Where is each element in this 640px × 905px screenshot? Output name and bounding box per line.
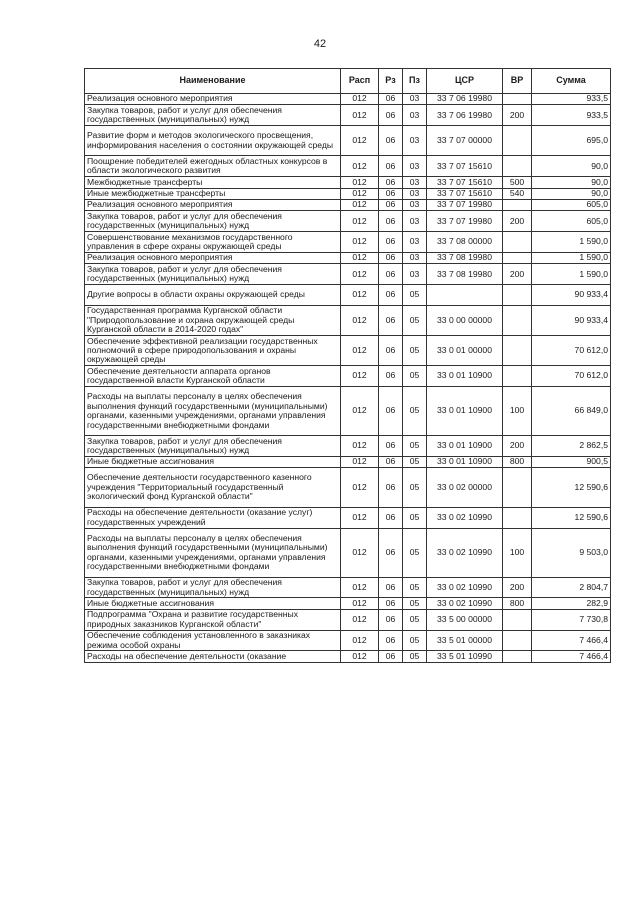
row-rasp: 012 <box>341 126 379 156</box>
table-header-row <box>85 69 611 94</box>
row-sum: 933,5 <box>532 105 611 126</box>
header-rasp: Расп <box>341 69 379 94</box>
row-csr: 33 5 01 00000 <box>427 630 503 651</box>
row-rasp: 012 <box>341 199 379 210</box>
row-rasp: 012 <box>341 336 379 366</box>
row-name: Закупка товаров, работ и услуг для обеспечения государственных (муниципальных) нужд <box>85 436 341 457</box>
row-name: Другие вопросы в области охраны окружающей среды <box>85 285 341 306</box>
row-vr <box>503 507 532 528</box>
row-pz: 05 <box>403 366 427 387</box>
row-name: Иные бюджетные ассигнования <box>85 598 341 609</box>
row-sum: 66 849,0 <box>532 387 611 436</box>
table-row <box>85 598 611 609</box>
row-name: Поощрение победителей ежегодных областных конкурсов в области экологического развития <box>85 156 341 177</box>
table-row <box>85 456 611 467</box>
row-sum: 90,0 <box>532 156 611 177</box>
table-row <box>85 264 611 285</box>
row-rz: 06 <box>379 436 403 457</box>
row-pz: 03 <box>403 177 427 188</box>
row-sum: 7 466,4 <box>532 630 611 651</box>
row-rasp: 012 <box>341 305 379 335</box>
row-name: Иные межбюджетные трансферты <box>85 188 341 199</box>
row-csr <box>427 285 503 306</box>
row-csr: 33 7 08 19980 <box>427 264 503 285</box>
table-row <box>85 188 611 199</box>
row-csr: 33 0 02 10990 <box>427 577 503 598</box>
row-rasp: 012 <box>341 651 379 662</box>
row-sum: 7 730,8 <box>532 609 611 630</box>
row-sum: 70 612,0 <box>532 366 611 387</box>
row-rz: 06 <box>379 188 403 199</box>
row-pz: 05 <box>403 577 427 598</box>
row-name: Реализация основного мероприятия <box>85 94 341 105</box>
row-name: Иные бюджетные ассигнования <box>85 456 341 467</box>
row-sum: 900,5 <box>532 456 611 467</box>
row-pz: 05 <box>403 285 427 306</box>
table-row <box>85 387 611 436</box>
row-csr: 33 7 07 00000 <box>427 126 503 156</box>
row-csr: 33 0 01 00000 <box>427 336 503 366</box>
row-name: Государственная программа Курганской области "Природопользование и охрана окружающей среды Курганской области в 2014-2020 годах" <box>85 305 341 335</box>
row-rz: 06 <box>379 387 403 436</box>
row-sum: 282,9 <box>532 598 611 609</box>
row-rz: 06 <box>379 630 403 651</box>
table-row <box>85 232 611 253</box>
table-row <box>85 156 611 177</box>
header-rz: Рз <box>379 69 403 94</box>
row-rz: 06 <box>379 577 403 598</box>
row-vr: 200 <box>503 436 532 457</box>
row-sum: 2 804,7 <box>532 577 611 598</box>
row-csr: 33 5 01 10990 <box>427 651 503 662</box>
table-row <box>85 126 611 156</box>
table-row <box>85 651 611 662</box>
table-row <box>85 577 611 598</box>
table-row <box>85 468 611 508</box>
row-vr: 200 <box>503 105 532 126</box>
header-pz: Пз <box>403 69 427 94</box>
row-csr: 33 7 07 19980 <box>427 199 503 210</box>
row-rasp: 012 <box>341 507 379 528</box>
row-pz: 03 <box>403 252 427 263</box>
row-csr: 33 0 02 10990 <box>427 507 503 528</box>
row-rasp: 012 <box>341 211 379 232</box>
row-sum: 90,0 <box>532 177 611 188</box>
row-pz: 05 <box>403 336 427 366</box>
row-sum: 2 862,5 <box>532 436 611 457</box>
row-name: Закупка товаров, работ и услуг для обеспечения государственных (муниципальных) нужд <box>85 105 341 126</box>
row-rasp: 012 <box>341 94 379 105</box>
row-csr: 33 7 07 19980 <box>427 211 503 232</box>
table-row <box>85 94 611 105</box>
row-vr: 100 <box>503 387 532 436</box>
row-pz: 03 <box>403 126 427 156</box>
row-name: Закупка товаров, работ и услуг для обеспечения государственных (муниципальных) нужд <box>85 211 341 232</box>
row-csr: 33 7 08 19980 <box>427 252 503 263</box>
row-pz: 03 <box>403 105 427 126</box>
row-vr <box>503 156 532 177</box>
row-rz: 06 <box>379 651 403 662</box>
row-csr: 33 7 06 19980 <box>427 94 503 105</box>
row-rasp: 012 <box>341 436 379 457</box>
row-vr <box>503 199 532 210</box>
row-rasp: 012 <box>341 630 379 651</box>
table-row <box>85 630 611 651</box>
table-row <box>85 336 611 366</box>
row-name: Обеспечение эффективной реализации государственных полномочий в сфере природопользования и охраны окружающей среды <box>85 336 341 366</box>
row-vr: 800 <box>503 598 532 609</box>
header-name: Наименование <box>85 69 341 94</box>
row-rz: 06 <box>379 199 403 210</box>
row-pz: 05 <box>403 528 427 577</box>
row-pz: 03 <box>403 232 427 253</box>
row-pz: 05 <box>403 456 427 467</box>
row-vr <box>503 630 532 651</box>
row-csr: 33 5 00 00000 <box>427 609 503 630</box>
row-rz: 06 <box>379 366 403 387</box>
row-name: Реализация основного мероприятия <box>85 199 341 210</box>
row-name: Обеспечение соблюдения установленного в заказниках режима особой охраны <box>85 630 341 651</box>
row-vr <box>503 468 532 508</box>
row-vr <box>503 126 532 156</box>
table-row <box>85 105 611 126</box>
row-pz: 03 <box>403 199 427 210</box>
row-rz: 06 <box>379 264 403 285</box>
row-vr: 200 <box>503 577 532 598</box>
row-rz: 06 <box>379 609 403 630</box>
row-rz: 06 <box>379 468 403 508</box>
row-rasp: 012 <box>341 528 379 577</box>
row-vr: 500 <box>503 177 532 188</box>
row-csr: 33 0 02 10990 <box>427 528 503 577</box>
row-pz: 03 <box>403 264 427 285</box>
row-vr <box>503 252 532 263</box>
row-csr: 33 0 00 00000 <box>427 305 503 335</box>
row-vr <box>503 232 532 253</box>
table-row <box>85 366 611 387</box>
row-rz: 06 <box>379 126 403 156</box>
row-name: Обеспечение деятельности аппарата органов государственной власти Курганской области <box>85 366 341 387</box>
row-csr: 33 7 08 00000 <box>427 232 503 253</box>
table-row <box>85 436 611 457</box>
header-csr: ЦСР <box>427 69 503 94</box>
row-pz: 05 <box>403 436 427 457</box>
row-sum: 695,0 <box>532 126 611 156</box>
row-rasp: 012 <box>341 264 379 285</box>
row-rasp: 012 <box>341 577 379 598</box>
row-name: Закупка товаров, работ и услуг для обеспечения государственных (муниципальных) нужд <box>85 264 341 285</box>
row-vr <box>503 285 532 306</box>
row-csr: 33 7 07 15610 <box>427 156 503 177</box>
table-row <box>85 199 611 210</box>
row-csr: 33 0 01 10900 <box>427 456 503 467</box>
row-sum: 90 933,4 <box>532 305 611 335</box>
row-rasp: 012 <box>341 366 379 387</box>
row-vr <box>503 366 532 387</box>
table-row <box>85 252 611 263</box>
row-csr: 33 0 01 10900 <box>427 387 503 436</box>
row-pz: 05 <box>403 630 427 651</box>
row-sum: 933,5 <box>532 94 611 105</box>
row-rasp: 012 <box>341 285 379 306</box>
row-vr: 200 <box>503 264 532 285</box>
row-rasp: 012 <box>341 468 379 508</box>
row-vr: 100 <box>503 528 532 577</box>
row-name: Совершенствование механизмов государственного управления в сфере охраны окружающей среды <box>85 232 341 253</box>
row-name: Межбюджетные трансферты <box>85 177 341 188</box>
row-vr <box>503 94 532 105</box>
row-sum: 1 590,0 <box>532 264 611 285</box>
row-name: Расходы на выплаты персоналу в целях обеспечения выполнения функций государственными (муниципальными) органами, казенными учреждениями, органами управления государственными внебюджетными фондами <box>85 387 341 436</box>
row-vr: 200 <box>503 211 532 232</box>
row-csr: 33 7 07 15610 <box>427 188 503 199</box>
row-rz: 06 <box>379 232 403 253</box>
row-csr: 33 0 01 10900 <box>427 436 503 457</box>
row-name: Развитие форм и методов экологического просвещения, информирования населения о состоянии окружающей среды <box>85 126 341 156</box>
row-sum: 70 612,0 <box>532 336 611 366</box>
row-sum: 7 466,4 <box>532 651 611 662</box>
row-sum: 12 590,6 <box>532 468 611 508</box>
row-rasp: 012 <box>341 252 379 263</box>
row-pz: 05 <box>403 387 427 436</box>
row-rasp: 012 <box>341 387 379 436</box>
row-name: Расходы на обеспечение деятельности (оказание <box>85 651 341 662</box>
row-vr <box>503 305 532 335</box>
row-pz: 05 <box>403 468 427 508</box>
row-vr <box>503 336 532 366</box>
row-rasp: 012 <box>341 188 379 199</box>
row-rz: 06 <box>379 528 403 577</box>
table-row <box>85 211 611 232</box>
row-name: Расходы на выплаты персоналу в целях обеспечения выполнения функций государственными (муниципальными) органами, казенными учреждениями, органами управления государственными внебюджетными фондами <box>85 528 341 577</box>
table-row <box>85 305 611 335</box>
row-csr: 33 0 01 10900 <box>427 366 503 387</box>
row-csr: 33 7 06 19980 <box>427 105 503 126</box>
row-pz: 05 <box>403 305 427 335</box>
row-rz: 06 <box>379 598 403 609</box>
table-row <box>85 177 611 188</box>
row-rz: 06 <box>379 285 403 306</box>
row-name: Обеспечение деятельности государственного казенного учреждения "Территориальный государственный экологический фонд Курганской области" <box>85 468 341 508</box>
row-rz: 06 <box>379 456 403 467</box>
row-pz: 03 <box>403 94 427 105</box>
row-rasp: 012 <box>341 156 379 177</box>
row-rz: 06 <box>379 507 403 528</box>
table-row <box>85 528 611 577</box>
row-pz: 03 <box>403 188 427 199</box>
row-vr <box>503 651 532 662</box>
row-sum: 605,0 <box>532 211 611 232</box>
page-number: 42 <box>313 38 327 50</box>
row-csr: 33 0 02 00000 <box>427 468 503 508</box>
row-rasp: 012 <box>341 177 379 188</box>
row-vr: 800 <box>503 456 532 467</box>
row-rz: 06 <box>379 336 403 366</box>
row-rz: 06 <box>379 156 403 177</box>
header-vr: ВР <box>503 69 532 94</box>
table-row <box>85 285 611 306</box>
row-pz: 03 <box>403 211 427 232</box>
row-sum: 9 503,0 <box>532 528 611 577</box>
row-sum: 90 933,4 <box>532 285 611 306</box>
row-rz: 06 <box>379 177 403 188</box>
row-pz: 03 <box>403 156 427 177</box>
table-body <box>85 94 611 663</box>
row-rz: 06 <box>379 252 403 263</box>
row-rz: 06 <box>379 94 403 105</box>
header-sum: Сумма <box>532 69 611 94</box>
row-sum: 12 590,6 <box>532 507 611 528</box>
row-rz: 06 <box>379 105 403 126</box>
row-sum: 1 590,0 <box>532 232 611 253</box>
row-rasp: 012 <box>341 456 379 467</box>
row-rasp: 012 <box>341 609 379 630</box>
row-name: Подпрограмма "Охрана и развитие государственных природных заказников Курганской области" <box>85 609 341 630</box>
row-name: Закупка товаров, работ и услуг для обеспечения государственных (муниципальных) нужд <box>85 577 341 598</box>
budget-table <box>84 68 611 663</box>
row-rz: 06 <box>379 305 403 335</box>
row-rz: 06 <box>379 211 403 232</box>
row-rasp: 012 <box>341 105 379 126</box>
row-vr <box>503 609 532 630</box>
row-csr: 33 0 02 10990 <box>427 598 503 609</box>
row-pz: 05 <box>403 609 427 630</box>
row-pz: 05 <box>403 507 427 528</box>
row-sum: 90,0 <box>532 188 611 199</box>
row-csr: 33 7 07 15610 <box>427 177 503 188</box>
table-row <box>85 507 611 528</box>
row-sum: 1 590,0 <box>532 252 611 263</box>
table-row <box>85 609 611 630</box>
row-vr: 540 <box>503 188 532 199</box>
row-pz: 05 <box>403 651 427 662</box>
row-name: Расходы на обеспечение деятельности (оказание услуг) государственных учреждений <box>85 507 341 528</box>
row-sum: 605,0 <box>532 199 611 210</box>
row-name: Реализация основного мероприятия <box>85 252 341 263</box>
row-pz: 05 <box>403 598 427 609</box>
row-rasp: 012 <box>341 232 379 253</box>
row-rasp: 012 <box>341 598 379 609</box>
